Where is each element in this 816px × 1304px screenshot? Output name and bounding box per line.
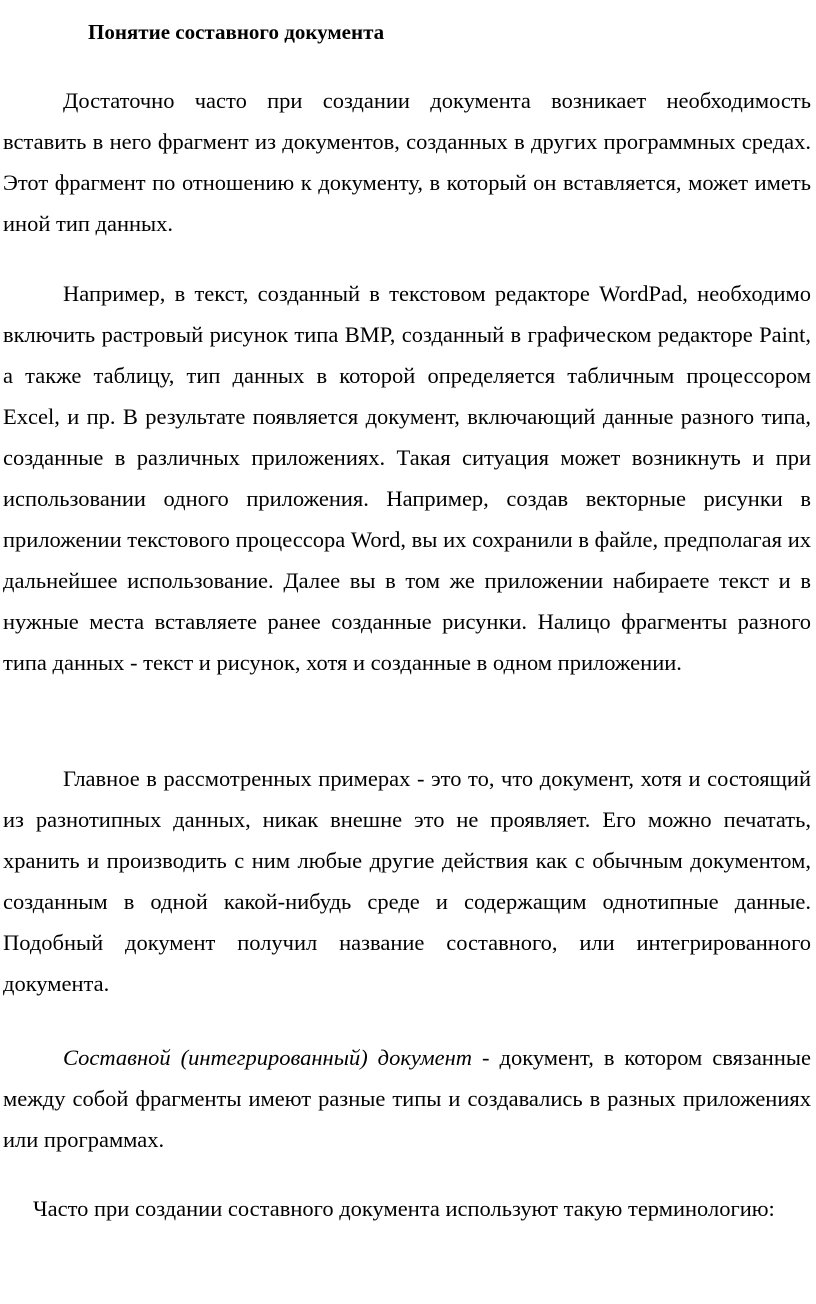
definition-term: Составной (интегрированный) документ — [63, 1045, 473, 1070]
paragraph-main-point: Главное в рассмотренных примерах - это то, что документ, хотя и состоящий из разнотипных данных, никак внешне это не проявляет. Его можно печатать, хранить и производить с ним любые другие действия как с обычным документом, созданным в одной какой-нибудь среде и содержащим однотипные данные. Подобный документ получил название составного, или интегрированного документа. — [3, 766, 811, 996]
paragraph-intro: Достаточно часто при создании документа возникает необходимость вставить в него фрагмент из документов, созданных в других программных средах. Этот фрагмент по отношению к документу, в который он вставляется, может иметь иной тип данных. — [3, 88, 811, 236]
paragraph-closing: Часто при создании составного документа используют такую терминологию: — [33, 1196, 775, 1221]
paragraph-example: Например, в текст, созданный в текстовом редакторе WordPad, необходимо включить растровый рисунок типа BMP, созданный в графическом редакторе Paint, а также таблицу, тип данных в которой определяется табличным процессором Excel, и пр. В результате появляется документ, включающий данные разного типа, созданные в различных приложениях. Такая ситуация может возникнуть и при использовании одного приложения. Например, создав векторные рисунки в приложении текстового процессора Word, вы их сохранили в файле, предполагая их дальнейшее использование. Далее вы в том же приложении набираете текст и в нужные места вставляете ранее созданные рисунки. Налицо фрагменты разного типа данных - текст и рисунок, хотя и созданные в одном приложении. — [3, 281, 811, 675]
paragraph-definition — [3, 1037, 811, 1160]
definition-text: - документ, в котором связанные между собой фрагменты имеют разные типы и создавались в разных приложениях или программах. — [3, 1045, 811, 1152]
document-title: Понятие составного документа — [88, 20, 385, 44]
